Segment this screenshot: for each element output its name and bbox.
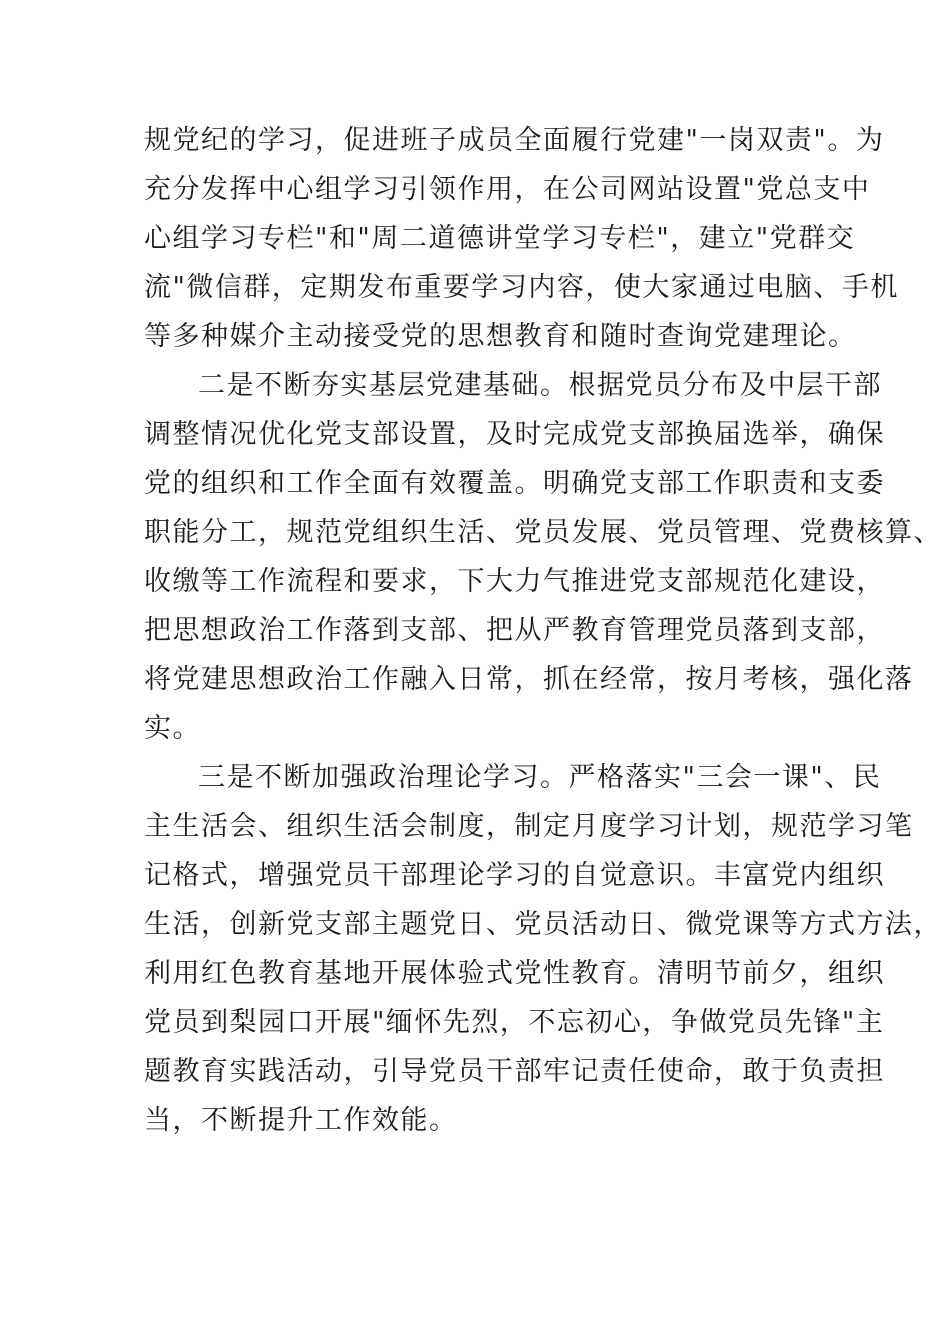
- text-line: 将党建思想政治工作融入日常，抓在经常，按月考核，强化落: [144, 664, 914, 695]
- text-line: 利用红色教育基地开展体验式党性教育。清明节前夕，组织: [144, 958, 885, 989]
- text-line: 调整情况优化党支部设置，及时完成党支部换届选举，确保: [144, 419, 885, 450]
- text-line: 当，不断提升工作效能。: [144, 1105, 458, 1136]
- text-line: 规党纪的学习，促进班子成员全面履行党建"一岗双责"。为: [144, 125, 885, 156]
- text-line: 党员到梨园口开展"缅怀先烈，不忘初心，争做党员先锋"主: [144, 1007, 885, 1038]
- text-line: 记格式，增强党员干部理论学习的自觉意识。丰富党内组织: [144, 860, 885, 891]
- text-line: 收缴等工作流程和要求，下大力气推进党支部规范化建设，: [144, 566, 885, 597]
- text-line: 生活，创新党支部主题党日、党员活动日、微党课等方式方法，: [144, 909, 942, 940]
- text-line: 题教育实践活动，引导党员干部牢记责任使命，敢于负责担: [144, 1056, 885, 1087]
- paragraph-p1: [144, 116, 899, 361]
- text-line: 职能分工，规范党组织生活、党员发展、党员管理、党费核算、: [144, 517, 942, 548]
- text-line: 三是不断加强政治理论学习。严格落实"三会一课"、民: [198, 762, 882, 793]
- text-line: 主生活会、组织生活会制度，制定月度学习计划，规范学习笔: [144, 811, 914, 842]
- text-line: 流"微信群，定期发布重要学习内容，使大家通过电脑、手机: [144, 272, 899, 303]
- paragraph-p3: [144, 753, 942, 1145]
- text-line: 充分发挥中心组学习引领作用，在公司网站设置"党总支中: [144, 174, 871, 205]
- paragraph-p2: [144, 361, 942, 753]
- text-line: 把思想政治工作落到支部、把从严教育管理党员落到支部，: [144, 615, 885, 646]
- text-line: 二是不断夯实基层党建基础。根据党员分布及中层干部: [198, 370, 882, 401]
- document-body: [144, 116, 942, 1145]
- text-line: 等多种媒介主动接受党的思想教育和随时查询党建理论。: [144, 321, 857, 352]
- text-line: 心组学习专栏"和"周二道德讲堂学习专栏"，建立"党群交: [144, 223, 856, 254]
- text-line: 党的组织和工作全面有效覆盖。明确党支部工作职责和支委: [144, 468, 885, 499]
- text-line: 实。: [144, 713, 201, 744]
